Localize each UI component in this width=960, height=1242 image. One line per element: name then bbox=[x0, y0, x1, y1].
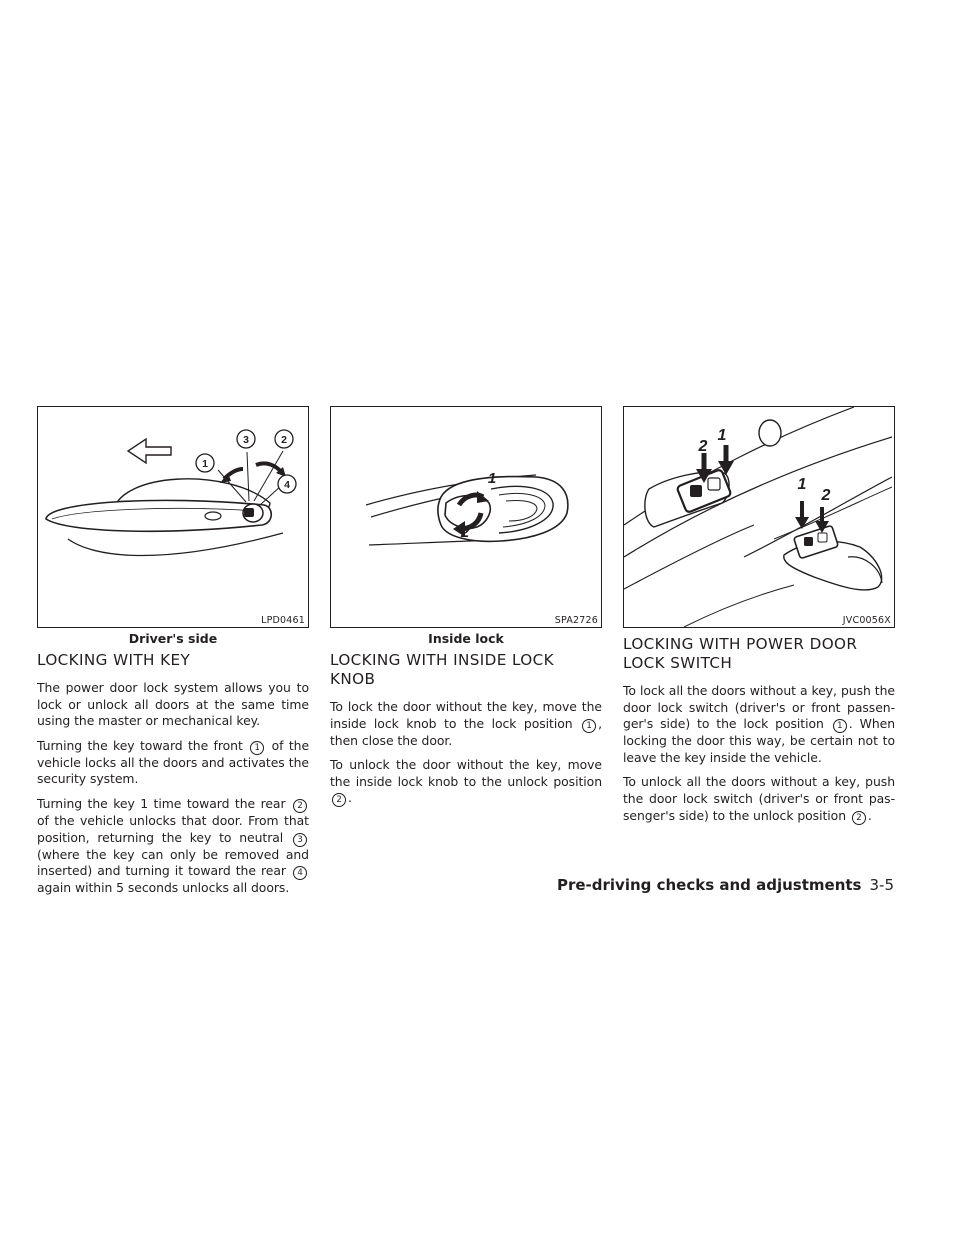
section-locking-with-key bbox=[37, 651, 309, 905]
figure-inside-lock bbox=[330, 406, 602, 628]
door-handle-key-illustration bbox=[38, 407, 308, 627]
callout-number: 1 bbox=[250, 741, 264, 755]
figure-code: JVC0056X bbox=[842, 615, 891, 626]
callout-2: 2 bbox=[698, 438, 708, 455]
section-heading: LOCKING WITH POWER DOOR LOCK SWITCH bbox=[623, 635, 858, 672]
figure-drivers-side bbox=[37, 406, 309, 628]
paragraph: Turning the key 1 time toward the rear 2 of the vehicle unlocks that door. From that position, returning the key to neutral 3 (where the key can only be removed and inserted) and turning it toward the rear 4 again within 5 seconds unlocks all doors. bbox=[37, 795, 309, 896]
figure-power-lock-switch bbox=[623, 406, 895, 628]
power-lock-switch-illustration bbox=[624, 407, 894, 627]
key-icon bbox=[244, 508, 254, 517]
section-heading: LOCKING WITH INSIDE LOCK KNOB bbox=[330, 651, 555, 688]
callout-4: 4 bbox=[284, 479, 290, 491]
section-locking-with-inside-lock-knob bbox=[330, 651, 602, 815]
section-locking-with-power-door-lock-switch bbox=[623, 635, 895, 833]
callout-1: 1 bbox=[202, 458, 208, 470]
page-number: 3-5 bbox=[869, 876, 894, 894]
callout-number: 3 bbox=[293, 833, 307, 847]
paragraph: The power door lock system allows you to lock or unlock all doors at the same time using the master or mechanical key. bbox=[37, 680, 309, 729]
callout-number: 2 bbox=[293, 799, 307, 813]
paragraph: To lock the door without the key, move the inside lock knob to the lock position 1 , then close the door. bbox=[330, 699, 602, 748]
section-heading: LOCKING WITH KEY bbox=[37, 651, 191, 669]
page-footer bbox=[557, 876, 894, 894]
callout-2: 2 bbox=[821, 487, 831, 504]
callout-number: 1 bbox=[582, 719, 596, 733]
paragraph: To lock all the doors without a key, push the door lock switch (driver's or front passen- ger's side) to the lock position 1 . When locking the door this way, be certain not to leave the key inside the vehicle. bbox=[623, 683, 895, 765]
callout-1: 1 bbox=[797, 476, 807, 493]
front-direction-arrow bbox=[128, 439, 171, 463]
paragraph: Turning the key toward the front 1 of the vehicle locks all the doors and activates the security system. bbox=[37, 737, 310, 787]
paragraph: To unlock all the doors without a key, push the door lock switch (driver's or front pas- senger's side) to the unlock position 2 . bbox=[623, 774, 895, 823]
callout-number: 2 bbox=[852, 811, 866, 825]
callout-2: 2 bbox=[281, 434, 287, 446]
callout-3: 3 bbox=[243, 434, 249, 446]
callout-1: 1 bbox=[487, 470, 497, 487]
paragraph: To unlock the door without the key, move the inside lock knob to the unlock position 2 . bbox=[330, 757, 602, 806]
callout-number: 2 bbox=[332, 793, 346, 807]
footer-section-title: Pre-driving checks and adjustments bbox=[556, 876, 862, 894]
callout-1: 1 bbox=[717, 427, 727, 444]
figure-code: SPA2726 bbox=[554, 615, 598, 626]
figure-code: LPD0461 bbox=[261, 615, 305, 626]
callout-number: 1 bbox=[833, 719, 847, 733]
figure-caption: Driver's side bbox=[128, 631, 218, 646]
callout-number: 4 bbox=[293, 866, 307, 880]
callout-2: 2 bbox=[460, 524, 470, 541]
inside-lock-knob-illustration bbox=[331, 407, 601, 627]
figure-caption: Inside lock bbox=[428, 631, 504, 646]
